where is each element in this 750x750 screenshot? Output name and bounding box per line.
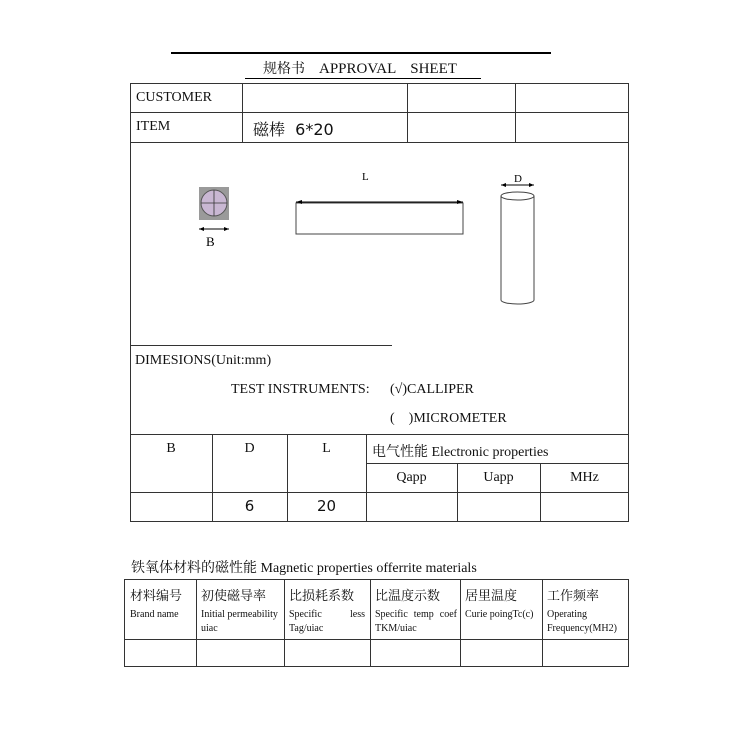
dimensions-rule xyxy=(130,345,392,346)
electric-properties-header: 电气性能 Electronic properties xyxy=(372,445,549,460)
info-col-divider-1 xyxy=(242,83,243,143)
magnetic-row-divider xyxy=(124,639,629,640)
dimensions-title: DIMESIONS(Unit:mm) xyxy=(135,353,272,368)
rod-drawing xyxy=(130,142,629,342)
dim-header-d: D xyxy=(244,441,255,456)
mag-col-loss-en: Specific less Tag/uiac xyxy=(289,609,365,634)
mag-col-permeability-en: Initial permeability uiac xyxy=(201,609,278,634)
mag-col-divider-5 xyxy=(542,579,543,667)
title-en-sheet: SHEET xyxy=(410,61,457,77)
cylinder-view-icon xyxy=(501,183,534,304)
customer-label: CUSTOMER xyxy=(136,90,212,105)
mag-col-curie-cn: 居里温度 xyxy=(465,589,518,604)
dim-value-l: 20 xyxy=(316,497,337,515)
test-instruments-label: TEST INSTRUMENTS: xyxy=(231,382,370,397)
electric-subheader-divider xyxy=(366,463,629,464)
mag-col-divider-2 xyxy=(284,579,285,667)
mag-col-divider-4 xyxy=(460,579,461,667)
info-row-divider xyxy=(130,112,629,113)
side-view-icon xyxy=(296,200,463,234)
info-col-divider-3 xyxy=(515,83,516,143)
mag-col-permeability-cn: 初使磁导率 xyxy=(201,589,267,604)
title-cn: 规格书 xyxy=(263,61,305,77)
option-calliper: (√)CALLIPER xyxy=(390,382,474,397)
mag-col-divider-3 xyxy=(370,579,371,667)
mag-col-frequency-cn: 工作频率 xyxy=(547,589,600,604)
mag-col-divider-1 xyxy=(196,579,197,667)
electric-col-qapp: Qapp xyxy=(396,470,427,485)
mag-col-brand-cn: 材料编号 xyxy=(130,589,183,604)
header-rule xyxy=(171,52,551,54)
option-micrometer: ( )MICROMETER xyxy=(390,411,507,426)
mag-col-temp-en: Specific temp coef TKM/uiac xyxy=(375,609,457,634)
dim-header-b: B xyxy=(166,441,176,456)
label-l: L xyxy=(362,171,369,183)
sheet-title xyxy=(245,58,481,79)
title-en-approval: APPROVAL xyxy=(319,61,397,77)
electric-col-uapp: Uapp xyxy=(483,470,514,485)
dim-value-d: 6 xyxy=(244,497,255,515)
magnetic-title: 铁氧体材料的磁性能 Magnetic properties offerrite materials xyxy=(131,561,477,576)
dim-table-values-divider xyxy=(130,492,629,493)
item-value: 磁棒 6*20 xyxy=(253,120,334,139)
mag-col-temp-cn: 比温度示数 xyxy=(375,589,441,604)
end-view-icon xyxy=(199,187,229,231)
item-label: ITEM xyxy=(136,119,171,134)
label-d: D xyxy=(514,173,522,185)
dim-header-l: L xyxy=(322,441,331,456)
mag-col-frequency-en: Operating Frequency(MH2) xyxy=(547,609,617,634)
mag-col-brand-en: Brand name xyxy=(130,609,179,620)
label-b: B xyxy=(206,234,215,249)
mag-col-curie-en: Curie poingTc(c) xyxy=(465,609,534,620)
electric-col-mhz: MHz xyxy=(570,470,599,485)
mag-col-loss-cn: 比损耗系数 xyxy=(289,589,355,604)
info-col-divider-2 xyxy=(407,83,408,143)
